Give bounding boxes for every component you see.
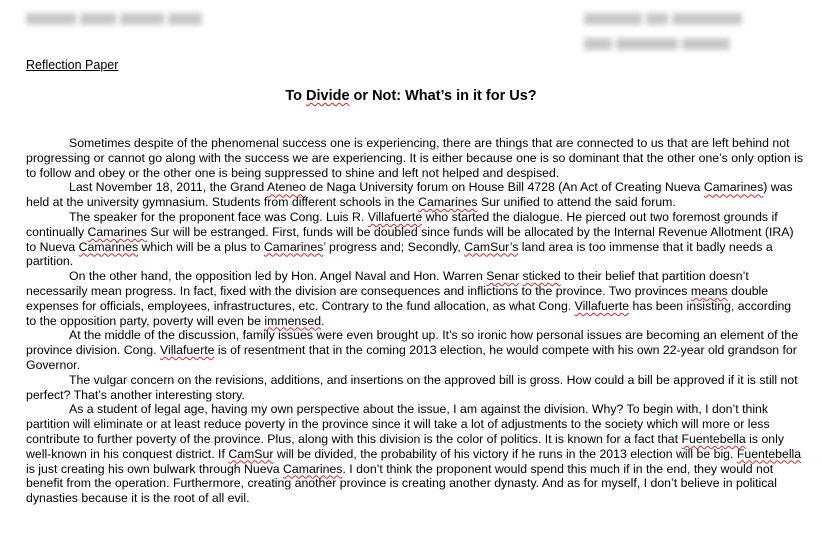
text-run: The speaker for the proponent face was Cong. Luis R. [69, 209, 368, 224]
flagged-word: Ateneo [267, 180, 306, 195]
flagged-word: Camarines [263, 239, 324, 254]
text-run: has been insisting, according to the opposition party, poverty will even be [26, 298, 792, 328]
flagged-word: Camarines [418, 195, 478, 210]
text-run: At the middle of the discussion, family issues were even brought up. It’s so ironic how personal issues are becoming an element of the province division. Cong. [26, 328, 799, 358]
text-run: . I don’t think the proponent would spend this much if in the end, they would not benefit from the operation. Furthermore, creating another province is creating another dynasty. And as for myself, I don’t believe in political dynasties because it is the root of all evil. [26, 461, 777, 506]
flagged-word: Camarines [87, 224, 147, 239]
flagged-word: Camarines [78, 239, 139, 254]
text-run: which will be a plus to [138, 239, 264, 254]
flagged-word: Villafuerte [367, 209, 423, 224]
text-run: As a student of legal age, having my own perspective about the issue, I am against the division. Why? To begin with, I don’t think partition will eliminate or at least reduce poverty in the province since it will take a lot of adjustments to the society which will more or less contribute to further poverty of the province. Plus, along with this division is the color of politics. It is known for a fact that [26, 402, 770, 446]
text-run: . [321, 313, 325, 328]
text-run: Sur will be estranged. First, funds will be doubled since funds will be allocated by the Internal Revenue Allotment (IRA) to Nueva [26, 224, 794, 254]
redacted-author-name [26, 12, 206, 30]
text-run: who started the dialogue. He pierced out two foremost grounds if continually [26, 209, 778, 239]
paragraph [26, 136, 804, 180]
flagged-word: Senar [486, 269, 520, 284]
title-part: To [285, 88, 306, 104]
text-run: double expenses for officials, employees, infrastructures, etc. Contrary to the fund allocation, as what Cong. [26, 283, 769, 313]
paragraph [26, 402, 804, 506]
flagged-word: Villafuerte [159, 343, 215, 358]
text-run: land area is too immense that it badly needs a partition. [26, 239, 773, 269]
text-run: Last November 18, 2011, the Grand [69, 180, 268, 195]
text-run: Sur unified to attend the said forum. [477, 195, 676, 210]
title-part-flagged: Divide [306, 88, 350, 104]
text-run: is only well-known in his conquest district. If [26, 431, 785, 461]
text-run: The vulgar concern on the revisions, additions, and insertions on the approved bill is gross. How could a bill be approved if it is still not perfect? That’s another interesting story. [26, 372, 798, 402]
flagged-word: Fuentebella [736, 446, 802, 461]
text-run: ’ progress and; Secondly, [323, 239, 465, 254]
text-run: will be divided, the probability of his victory if he runs in the 2013 election will be big. [273, 446, 737, 461]
text-run: is of resentment that in the coming 2013 election, he would compete with his own 22-year old grandson for Governor. [26, 343, 797, 372]
document-title [0, 88, 822, 104]
flagged-word: CamSur [228, 446, 274, 461]
text-run: On the other hand, the opposition led by Hon. Angel Naval and Hon. Warren [69, 269, 487, 284]
document-body [26, 136, 804, 506]
text-run: is just creating his own bulwark through Nueva [26, 461, 283, 476]
paragraph [26, 180, 804, 210]
text-run: Sometimes despite of the phenomenal success one is experiencing, there are things that are connected to us that are left behind not progressing or cannot go along with the success we are experiencing. It is either because one is so dominant that the other one’s only option is to follow and obey or the other one is being suppressed to shine and left not helped and despised. [26, 136, 803, 180]
text-run: ) was held at the university gymnasium. Students from different schools in the [26, 180, 793, 210]
flagged-word: Camarines [703, 180, 764, 195]
text-run: de Naga University forum on House Bill 4728 (An Act of Creating Nueva [306, 180, 704, 195]
flagged-word: Villafuerte [574, 298, 630, 313]
document-label: Reflection Paper [26, 58, 119, 72]
text-run: to their belief that partition doesn’t necessarily mean progress. In fact, fixed with the division are consequences and inflictions to the province. Two provinces [26, 269, 749, 298]
paragraph [26, 210, 804, 269]
redacted-header-info [584, 12, 754, 55]
flagged-word: Camarines [283, 461, 343, 476]
title-part: or Not: What’s in it for Us? [349, 88, 537, 104]
flagged-word: CamSur’s [464, 239, 519, 254]
paragraph [26, 269, 804, 328]
flagged-word: means [690, 283, 728, 298]
paragraph [26, 328, 804, 372]
flagged-word: Fuentebella [681, 431, 746, 446]
flagged-word: sticked [522, 269, 561, 284]
flagged-word: immensed [264, 313, 322, 328]
paragraph [26, 373, 804, 403]
